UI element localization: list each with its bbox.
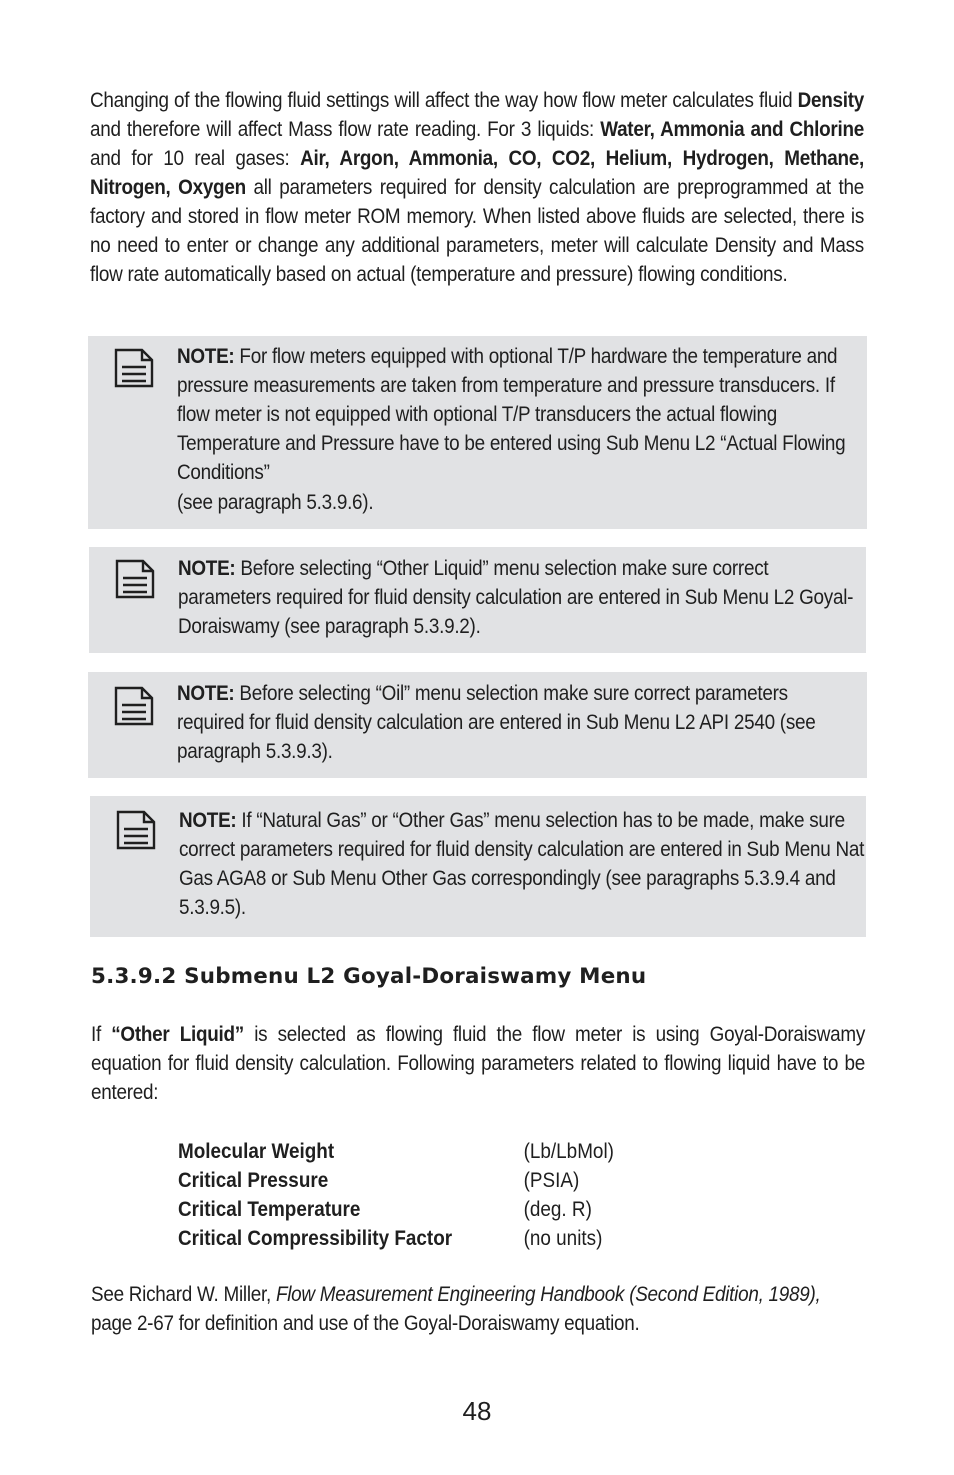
intro-paragraph (90, 86, 864, 289)
parameter-unit: (deg. R) (523, 1198, 592, 1221)
note-body-paragraph-ref: (see paragraph 5.3.9.6). (177, 491, 374, 514)
note-label: NOTE: (178, 557, 236, 580)
note-label: NOTE: (177, 345, 235, 368)
section-heading: 5.3.9.2 Submenu L2 Goyal-Doraiswamy Menu (91, 964, 647, 988)
note-body: Before selecting “Oil” menu selection make sure correct parameters required for fluid density calculation are entered in Sub Menu L2 API 2540 (see paragraph 5.3.9.3). (177, 682, 816, 763)
note-document-icon (114, 348, 154, 388)
note-label: NOTE: (177, 682, 235, 705)
note-text (178, 554, 864, 641)
note-body: For flow meters equipped with optional T/P hardware the temperature and pressure measurements are taken from temperature and pressure transducers. If flow meter is not equipped with optional T/P transducers the actual flowing Temperature and Pressure have to be entered using Sub Menu L2 “Actual Flowing Conditions” (177, 345, 846, 484)
note-text (177, 342, 861, 487)
parameter-unit: (PSIA) (523, 1169, 580, 1192)
parameter-name: Critical Pressure (178, 1169, 329, 1192)
parameter-unit: (Lb/LbMol) (523, 1140, 614, 1163)
parameter-row (178, 1166, 614, 1195)
note-text (179, 806, 868, 922)
parameter-row (178, 1137, 614, 1166)
parameter-list (178, 1137, 662, 1253)
note-box-natural-gas (90, 796, 866, 937)
goyal-text-1: If (91, 1023, 112, 1046)
intro-text-1: Changing of the flowing fluid settings will affect the way how flow meter calculates fluid (90, 89, 798, 112)
note-text (177, 679, 848, 766)
note-label: NOTE: (179, 809, 237, 832)
intro-bold-density: Density (797, 89, 864, 112)
intro-bold-liquids: Water, Ammonia and Chlorine (600, 118, 864, 141)
note-body: Before selecting “Other Liquid” menu selection make sure correct parameters required for fluid density calculation are entered in Sub Menu L2 Goyal-Doraiswamy (see paragraph 5.3.9.2). (178, 557, 854, 638)
goyal-paragraph (91, 1020, 865, 1107)
note-box-other-liquid (89, 547, 866, 653)
note-box-oil (88, 672, 867, 778)
note-box-tp-hardware (88, 336, 867, 529)
parameter-name: Critical Compressibility Factor (178, 1227, 453, 1250)
note-document-icon (114, 686, 154, 726)
intro-text-3: and for 10 real gases: (90, 147, 301, 170)
intro-text-2: and therefore will affect Mass flow rate reading. For 3 liquids: (90, 118, 601, 141)
parameter-row (178, 1224, 614, 1253)
parameter-row (178, 1195, 614, 1224)
reference-book-title: Flow Measurement Engineering Handbook (Second Edition, 1989), (275, 1283, 821, 1306)
note-document-icon (115, 559, 155, 599)
goyal-bold-other-liquid: “Other Liquid” (111, 1023, 244, 1046)
note-document-icon (116, 810, 156, 850)
reference-text-2: page 2-67 for definition and use of the Goyal-Doraiswamy equation. (91, 1312, 640, 1335)
parameter-name: Molecular Weight (178, 1140, 335, 1163)
intro-text-4: all parameters required for density calculation are preprogrammed at the factory and stored in flow meter ROM memory. When listed above fluids are selected, there is no need to enter or change any additional parameters, meter will calculate Density and Mass flow rate automatically based on actual (temperature and pressure) flowing conditions. (90, 176, 865, 286)
note-text-continued (177, 488, 861, 517)
intro-bold-gases: Air, Argon, Ammonia, CO, CO2, Helium, Hydrogen, Methane, Nitrogen, Oxygen (90, 147, 864, 199)
parameter-unit: (no units) (523, 1227, 603, 1250)
page-number: 48 (462, 1396, 492, 1426)
reference-paragraph (91, 1280, 865, 1338)
parameter-name: Critical Temperature (178, 1198, 361, 1221)
reference-text-1: See Richard W. Miller, (91, 1283, 276, 1306)
goyal-text-2: is selected as flowing fluid the flow meter is using Goyal-Doraiswamy equation for fluid density calculation. Following parameters related to flowing liquid have to be entered: (91, 1023, 865, 1104)
note-body: If “Natural Gas” or “Other Gas” menu selection has to be made, make sure correct parameters required for fluid density calculation are entered in Sub Menu Nat Gas AGA8 or Sub Menu Other Gas correspondingly (see paragraphs 5.3.9.4 and 5.3.9.5). (179, 809, 865, 919)
